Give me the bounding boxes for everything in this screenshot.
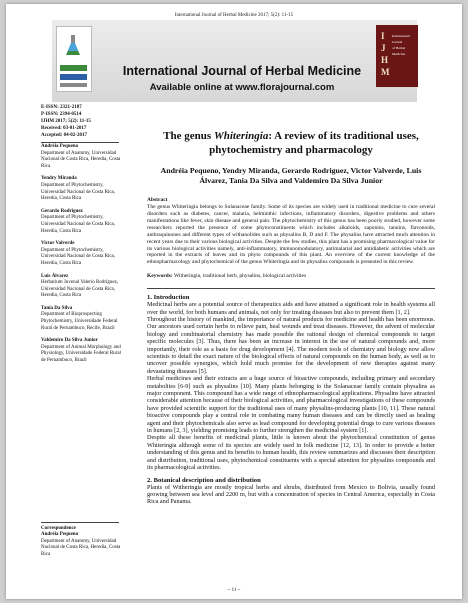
publication-meta (41, 104, 121, 139)
logo-word: International (392, 34, 410, 38)
article-authors: Andréia Pequeno, Yendry Miranda, Gerardo Rodriguez, Victor Valverde, Luis Álvarez, Tania Da Silva and Valdemiro Da Silva Junior (160, 166, 422, 185)
section-body (147, 484, 435, 506)
pissn: P-ISSN: 2394-0514 (41, 112, 82, 117)
accepted-date: Accepted: 04-02-2017 (41, 133, 87, 138)
keywords-heading: Keywords: (147, 273, 175, 280)
logo-letter: I (381, 31, 385, 41)
running-head: International Journal of Herbal Medicine 2017; 5(2): 11-15 (174, 13, 294, 18)
section-heading: 2. Botanical description and distribution (147, 476, 261, 484)
paragraph: Plants of Witheringia are mostly tropical herbs and shrubs, distributed from Mexico to Bolivia, usually found growing between sea level and 2200 m, but with a concentration of species in Central America, especially in Costa Rica and Panama. (147, 483, 435, 506)
logo-bar (60, 83, 87, 87)
correspondence-heading: Correspondence (41, 526, 76, 531)
paragraph: Herbal medicines and their extracts are a huge source of bioactive compounds, including primary and secondary metabolites [6-9] such as physalins [10]. Many plants belonging to the Solanaceae family contain physalins as major component. This compound has a wide range of ethnopharmacological applications. Physalins have attracted considerable attention because of their biological activities, and pharmacological investigations of these compounds have provided scientific support for the traditional uses of many physalins-producing plants [10, 11]. These natural bioactive compounds play a central role in combating many human diseases and can be directly used as healing agent and their phytochemicals also serve as lead compound for developing potential drugs to cure various diseases in humans [2, 3], yielding promising leads to further strengthen the medicinal system [1]. (147, 375, 435, 435)
affiliation-text: Department of Phytochemistry, Universidad Nacional de Costa Rica, Heredia, Costa Rica (41, 182, 116, 202)
section-body (147, 301, 435, 471)
affiliation-name: Luis Álvarez (41, 273, 69, 279)
article-main (147, 130, 435, 506)
eissn: E-ISSN: 2321-2187 (41, 105, 82, 110)
affiliation-name: Yendry Miranda (41, 176, 77, 182)
affiliation (41, 176, 123, 202)
affiliation-text: Department of Phytochemistry, Universidad Nacional de Costa Rica, Heredia, Costa Rica (41, 215, 116, 234)
logo-word: Medicine (392, 52, 406, 56)
logo-word: of Herbal (392, 46, 406, 50)
paragraph: Medicinal herbs are a potential source of therapeutics aids and have attained a significant role in health systems all over the world, for both humans and animals, not only for treating diseases but also to prevent them [1, 2]. (147, 301, 435, 316)
title-part: The genus (163, 130, 214, 142)
paragraph: Despite all these benefits of medicinal plants, little is known about the phytochemical constitution of genus Whiteringia although some of its species are widely used in folk medicine [12, 13]. In order to provide a better understanding of this genus and its benefits to human health, this review summarizes and discusses their description and distribution, traditional uses, phytochemical constituents with a special attention for physalins compounds and its pharmacological activities. (147, 434, 435, 472)
affiliations-column (41, 144, 123, 371)
affiliation-text: Department of Phytochemistry, Universidad Nacional de Costa Rica, Heredia, Costa Rica (41, 247, 116, 266)
journal-banner (52, 20, 417, 102)
logo-bar (60, 65, 87, 71)
affiliation (41, 241, 123, 267)
divider (147, 288, 435, 289)
article-title (147, 130, 435, 157)
correspondence-name: Andréia Pequeno (41, 532, 79, 538)
correspondence-block (41, 526, 123, 558)
affiliation-name: Tania Da Silva (41, 305, 73, 311)
affiliation (41, 306, 123, 332)
logo-letter: H (381, 55, 389, 65)
correspondence-text: Department of Anatomy, Universidad Nacional de Costa Rica, Heredia, Costa Rica (41, 538, 121, 557)
journal-name: International Journal of Herbal Medicine (122, 64, 362, 78)
affiliation-name: Valdemiro Da Silva Junior (41, 338, 98, 344)
abstract-text: The genus Whiteringia belongs to Solanaceae family. Some of its species are widely used in traditional medicine to cure several disorders such as diabetes, cancer, malaria, helminthic infections, inflammatory disorders, digestive problems and others manifestations like fever, skin disease and general pain. The phytochemistry of this genus has been poorly studied, however some researchers reported the presence of some phytoconstituents which includes alkaloids, saponins, tannins, flavonoids, anthraquinones and different types of withanolides such as physalins B, D and F. The physalins have attracted much attention in recent years due to their various biological activities. Despite the few studies, this plant has a promising pharmacological value for its various biological activities namely, anti-inflammatory, immunomodulatory, antimalarial and antidiabetic activities which are reported in the extracts of leaves and its phyto compounds of this plant. An overview of the current knowledge of the ethnopharmacology and phytochemical of the genus Whiteringia and its physalins compounds is presented in this review. (147, 204, 435, 266)
journal-logo-left (56, 26, 92, 92)
title-genus: Whiteringia (213, 130, 269, 142)
abstract-heading: Abstract (147, 197, 168, 204)
logo-letter: M (381, 67, 390, 77)
affiliation (41, 144, 123, 170)
affiliation (41, 209, 123, 235)
affiliation-name: Victor Valverde (41, 241, 75, 247)
affiliation-text: Department of Animal Morphology and Physiology, Universidade Federal Rural de Pernambuco, Brazil (41, 344, 121, 364)
keywords (147, 273, 435, 280)
paragraph: Throughout the history of mankind, the importance of natural products for medicine and health has been enormous. Our ancestors used certain herbs to relieve pain, heal wounds and treat diseases. However, the advent of molecular biology and combinatorial chemistry has made possible the rational design of chemical compounds to target specific molecules [3]. Thus, there has been an increase in interest in the use of natural compounds and, more importantly, their role as a basis for drug development [4]. The modern tools of chemistry and biology now allow scientists to detail the exact nature of the biological effects of natural compounds on the human body, as well as to uncover possible synergies, which hold much promise for the development of new therapies against many devastating diseases [5]. (147, 315, 435, 375)
affiliation (41, 338, 123, 364)
affiliation-text: Department of Bioprospecting Phytochemistry, Universidade Federal Rural de Pernambuco, Recife, Brazil (41, 312, 118, 331)
journal-availability: Available online at www.florajournal.com (149, 82, 335, 93)
affiliation-text: Department of Anatomy, Universidad Nacional de Costa Rica, Heredia, Costa Rica (41, 150, 121, 169)
title-part: : A review of its traditional uses, phytochemistry and pharmacology (209, 130, 419, 156)
logo-word: Journal (392, 40, 403, 44)
affiliation-text: Herbarium Juvenal Valerio Rodríguez, Universidad Nacional de Costa Rica, Heredia, Costa Rica (41, 280, 119, 299)
ijhm-logo (376, 25, 418, 87)
affiliation (41, 274, 123, 300)
flask-icon (66, 35, 80, 57)
journal-page (6, 4, 462, 599)
volume-info: IJHM 2017; 5(2): 11-15 (41, 119, 91, 124)
divider (41, 522, 119, 523)
affiliation-name: Gerardo Rodriguez (41, 208, 83, 214)
section-heading: 1. Introduction (147, 294, 190, 302)
keywords-text: Witheringia, traditional herb, physalins, biological activities (174, 273, 307, 280)
received-date: Received: 03-01-2017 (41, 126, 87, 131)
page-number: ~ 11 ~ (227, 588, 241, 593)
abstract (147, 197, 435, 266)
logo-bar (60, 74, 87, 80)
logo-letter: J (381, 43, 386, 53)
affiliation-name: Andréia Pequeno (41, 144, 79, 149)
divider (41, 142, 119, 143)
